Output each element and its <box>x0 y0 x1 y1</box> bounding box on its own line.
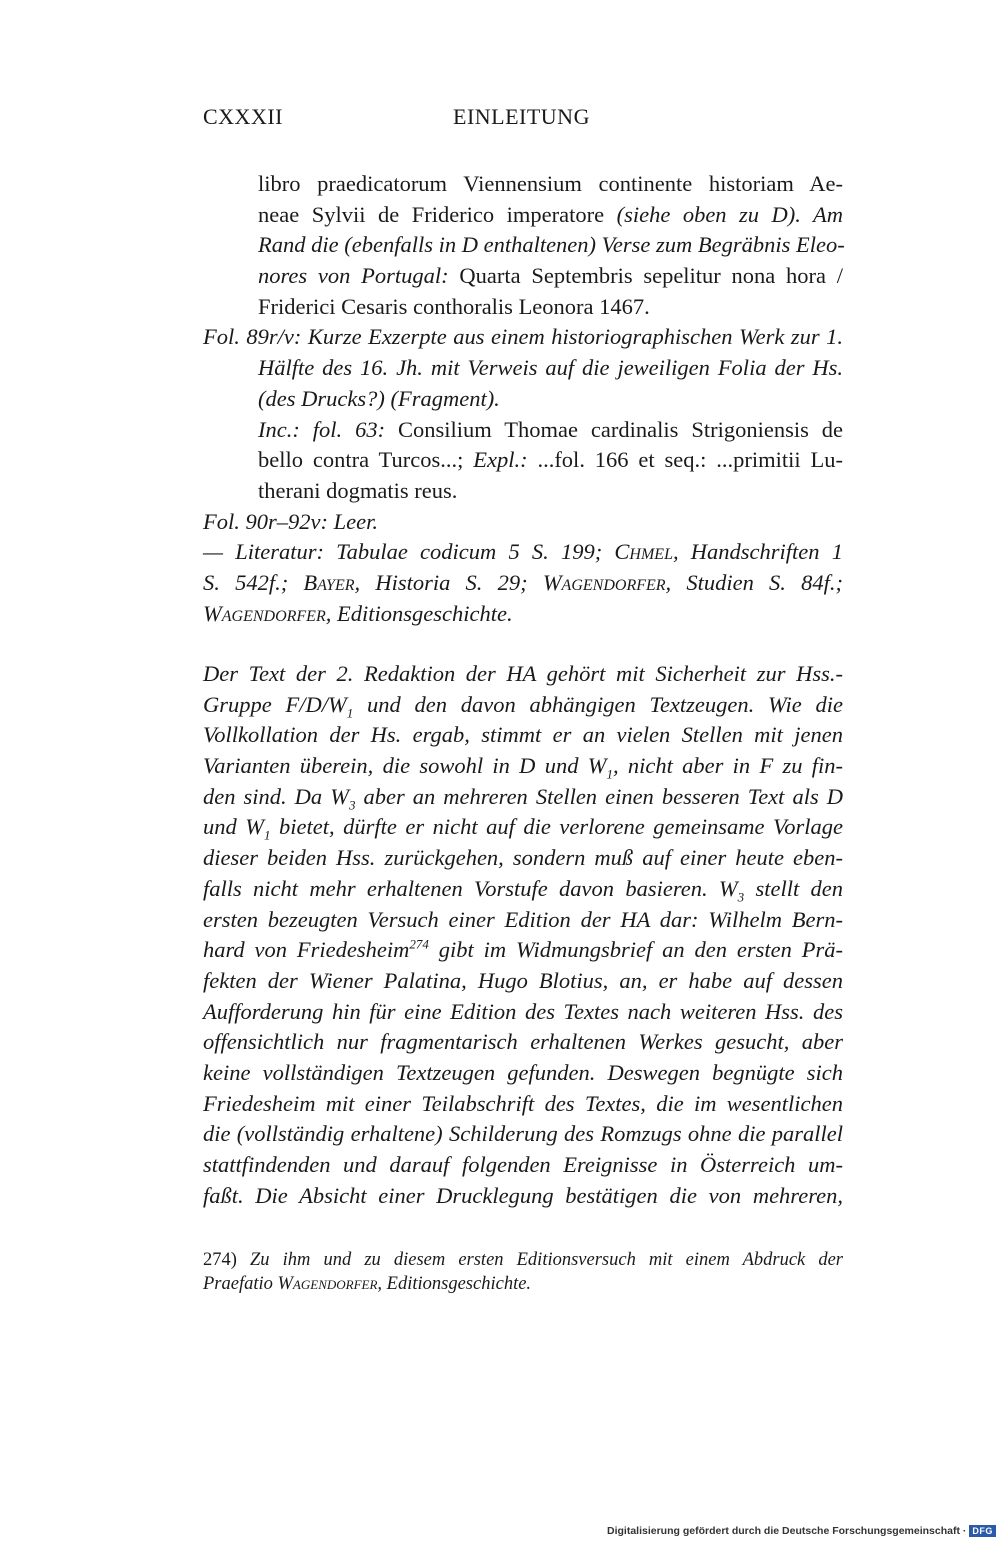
entry-line: therani dogmatis reus. <box>258 477 458 503</box>
entry-line: (des Drucks?) (Fragment). <box>258 385 500 411</box>
body-line: faßt. Die Absicht einer Drucklegung bestätigen die von mehreren, <box>203 1182 843 1208</box>
entry-line: Inc.: fol. 63: Consilium Thomae cardinalis Strigoniensis de <box>258 416 843 442</box>
entry-line: bello contra Turcos...; Expl.: ...fol. 166 et seq.: ...primitii Lu- <box>258 447 843 473</box>
body-line: Gruppe $F/D/W_1$ und den davon abhängigen Textzeugen. Wie die <box>203 691 844 721</box>
funding-credit-text: Digitalisierung gefördert durch die Deutsche Forschungsgemeinschaft · <box>607 1525 967 1537</box>
literature-line: Wagendorfer, Editionsgeschichte. <box>203 600 513 626</box>
manuscript-entry <box>203 169 843 629</box>
body-line: den sind. Da $W_3$ aber an mehreren Stellen einen besseren Text als D <box>203 783 843 813</box>
body-paragraph <box>203 659 843 1211</box>
body-line: Der Text der 2. Redaktion der HA gehört mit Sicherheit zur Hss.- <box>203 661 843 686</box>
body-line: Vollkollation der Hs. ergab, stimmt er an vielen Stellen mit jenen <box>203 722 843 748</box>
entry-line: libro praedicatorum Viennensium continente historiam Ae- <box>258 171 843 196</box>
entry-line: Hälfte des 16. Jh. mit Verweis auf die jeweiligen Folia der Hs. <box>258 355 843 381</box>
entry-line: Friderici Cesaris conthoralis Leonora 1467. <box>258 293 650 319</box>
footnote-line: 274) Zu ihm und zu diesem ersten Editionsversuch mit einem Abdruck der <box>203 1250 843 1270</box>
body-line: Varianten überein, die sowohl in D und $W_1$, nicht aber in F zu fin- <box>203 753 843 782</box>
body-line: Aufforderung hin für eine Edition des Textes nach weiteren Hss. des <box>203 998 843 1024</box>
body-line: hard von Friedesheim$^{274}$ gibt im Widmungsbrief an den ersten Prä- <box>203 936 843 963</box>
body-line: keine vollständigen Textzeugen gefunden. Deswegen begnügte sich <box>203 1059 843 1085</box>
body-line: dieser beiden Hss. zurückgehen, sondern muß auf einer heute eben- <box>203 845 843 871</box>
footnote-line: Praefatio Wagendorfer, Editionsgeschichte. <box>203 1274 532 1294</box>
footnote <box>203 1248 843 1296</box>
literature-line: S. 542f.; Bayer, Historia S. 29; Wagendorfer, Studien S. 84f.; <box>203 569 844 595</box>
entry-line: Rand die (ebenfalls in D enthaltenen) Verse zum Begräbnis Eleo- <box>258 232 845 258</box>
body-line: Friedesheim mit einer Teilabschrift des Textes, die im wesentlichen <box>203 1090 843 1116</box>
body-line: fekten der Wiener Palatina, Hugo Blotius, an, er habe auf dessen <box>203 967 843 993</box>
page-number: CXXXII <box>203 104 283 129</box>
funding-credit <box>607 1524 996 1538</box>
page-header <box>203 104 843 138</box>
entry-line: Fol. 89r/v: Kurze Exzerpte aus einem historiographischen Werk zur 1. <box>203 324 843 350</box>
body-line: die (vollständig erhaltene) Schilderung des Romzugs ohne die parallel <box>203 1121 843 1147</box>
body-line: offensichtlich nur fragmentarisch erhaltenen Werkes gesucht, aber <box>203 1029 843 1055</box>
body-line: stattfindenden und darauf folgenden Ereignisse in Österreich um- <box>203 1152 843 1177</box>
dfg-logo: DFG <box>969 1525 996 1537</box>
footnote-reference[interactable]: 274 <box>409 936 429 952</box>
entry-line: Fol. 90r–92v: Leer. <box>203 508 378 534</box>
body-line: ersten bezeugten Versuch einer Edition der HA dar: Wilhelm Bern- <box>203 906 843 932</box>
body-line: und $W_1$ bietet, dürfte er nicht auf die verlorene gemeinsame Vorlage <box>203 814 844 843</box>
body-line: falls nicht mehr erhaltenen Vorstufe davon basieren. $W_3$ stellt den <box>203 875 844 905</box>
entry-line: neae Sylvii de Friderico imperatore (siehe oben zu D). Am <box>258 201 844 227</box>
running-title: EINLEITUNG <box>453 104 590 129</box>
literature-line: — Literatur: Tabulae codicum 5 S. 199; Chmel, Handschriften 1 <box>203 539 843 565</box>
entry-line: nores von Portugal: Quarta Septembris sepelitur nona hora / <box>258 263 843 289</box>
